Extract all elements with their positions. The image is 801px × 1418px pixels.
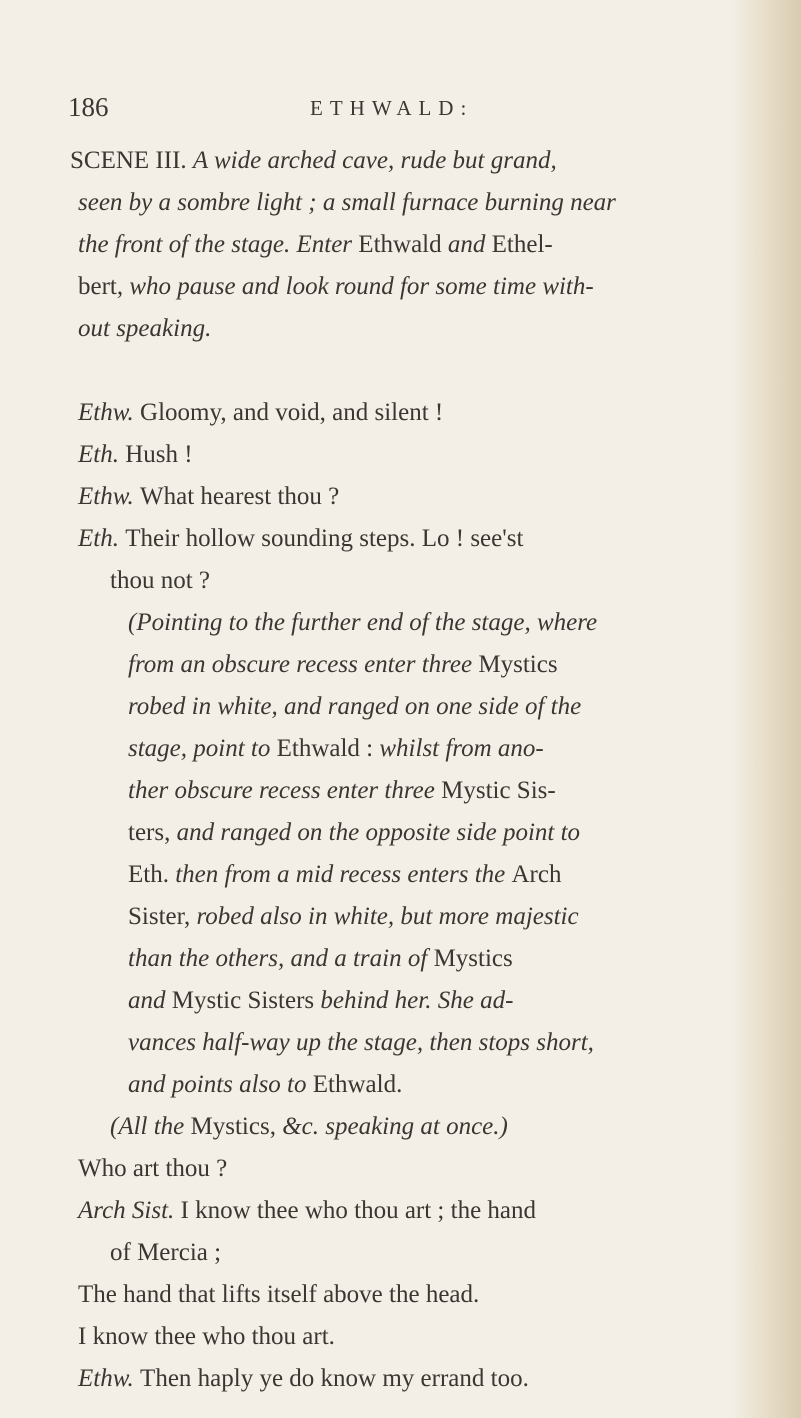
text-line [70,770,760,812]
italic-text: vances half-way up the stage, then stops short, [128,1029,594,1056]
text-line [70,518,760,560]
roman-text: of Mercia ; [110,1239,222,1266]
page-header [0,92,801,132]
running-title: ETHWALD: [310,96,474,120]
italic-text: and points also to [128,1071,313,1098]
text-line [70,1022,760,1064]
italic-text: out speaking. [78,315,212,342]
text-line [70,224,760,266]
text-line [70,434,760,476]
text-line [70,140,760,182]
text-line [70,1316,760,1358]
text-line [70,1274,760,1316]
italic-text: ther obscure recess enter three [128,777,442,804]
text-line [70,644,760,686]
roman-text: Mystics [433,945,513,972]
text-line [70,1190,760,1232]
text-line [70,1106,760,1148]
roman-text: Ethwald [358,231,448,258]
roman-text: Ethwald : [276,735,380,762]
italic-text: who pause and look round for some time with- [129,273,594,300]
roman-text: Then haply ye do know my errand too. [140,1365,529,1392]
roman-text: Arch [511,861,562,888]
text-line [70,1232,760,1274]
italic-text: robed also in white, but more majestic [196,903,579,930]
roman-text: I know thee who thou art ; the hand [180,1197,537,1224]
roman-text: The hand that lifts itself above the head. [78,1281,480,1308]
italic-text: than the others, and a train of [128,945,434,972]
roman-text: What hearest thou ? [140,483,340,510]
italic-text: Eth. [78,525,126,552]
italic-text: and [447,231,492,258]
text-line [70,182,760,224]
italic-text: Ethw. [78,399,141,426]
text-line [70,812,760,854]
text-line [70,1064,760,1106]
text-line [70,896,760,938]
roman-text: Mystics [478,651,558,678]
roman-text: Mystic Sisters [171,987,321,1014]
italic-text: behind her. She ad- [320,987,514,1014]
body-text [70,140,760,1400]
italic-text: and ranged on the opposite side point to [176,819,581,846]
text-line [70,308,760,350]
italic-text: Ethw. [78,1365,141,1392]
italic-text: seen by a sombre light ; a small furnace burning near [78,189,616,216]
italic-text: robed in white, and ranged on one side of the [128,693,582,720]
text-line [70,1148,760,1190]
roman-text: Mystics, [190,1113,283,1140]
roman-text: Sister, [128,903,197,930]
italic-text: stage, point to [128,735,277,762]
italic-text: and [128,987,172,1014]
text-line [70,686,760,728]
page-number: 186 [68,92,109,122]
text-line [70,266,760,308]
text-line [70,392,760,434]
text-line [70,560,760,602]
text-line [70,938,760,980]
italic-text: Ethw. [78,483,141,510]
roman-text: Eth. [128,861,176,888]
roman-text: Gloomy, and void, and silent ! [140,399,444,426]
roman-text: thou not ? [110,567,210,594]
roman-text: SCENE III. [70,147,193,174]
italic-text: Arch Sist. [78,1197,181,1224]
text-line [70,602,760,644]
roman-text: Hush ! [125,441,193,468]
roman-text: Who art thou ? [78,1155,228,1182]
italic-text: whilst from ano- [379,735,544,762]
text-line [70,1358,760,1400]
text-line [70,350,760,392]
italic-text: A wide arched cave, rude but grand, [192,147,557,174]
roman-text: Their hollow sounding steps. Lo ! see'st [125,525,524,552]
roman-text: I know thee who thou art. [78,1323,335,1350]
text-line [70,854,760,896]
roman-text: ters, [128,819,177,846]
italic-text: (All the [110,1113,191,1140]
text-line [70,728,760,770]
italic-text: the front of the stage. Enter [78,231,359,258]
italic-text: (Pointing to the further end of the stage, where [128,609,598,636]
text-line [70,980,760,1022]
italic-text: &c. speaking at once.) [282,1113,508,1140]
roman-text: Ethel- [491,231,553,258]
italic-text: from an obscure recess enter three [128,651,479,678]
italic-text: Eth. [78,441,126,468]
roman-text: Mystic Sis- [441,777,556,804]
roman-text: Ethwald. [312,1071,403,1098]
italic-text: then from a mid recess enters the [175,861,512,888]
roman-text: bert, [78,273,130,300]
text-line [70,476,760,518]
